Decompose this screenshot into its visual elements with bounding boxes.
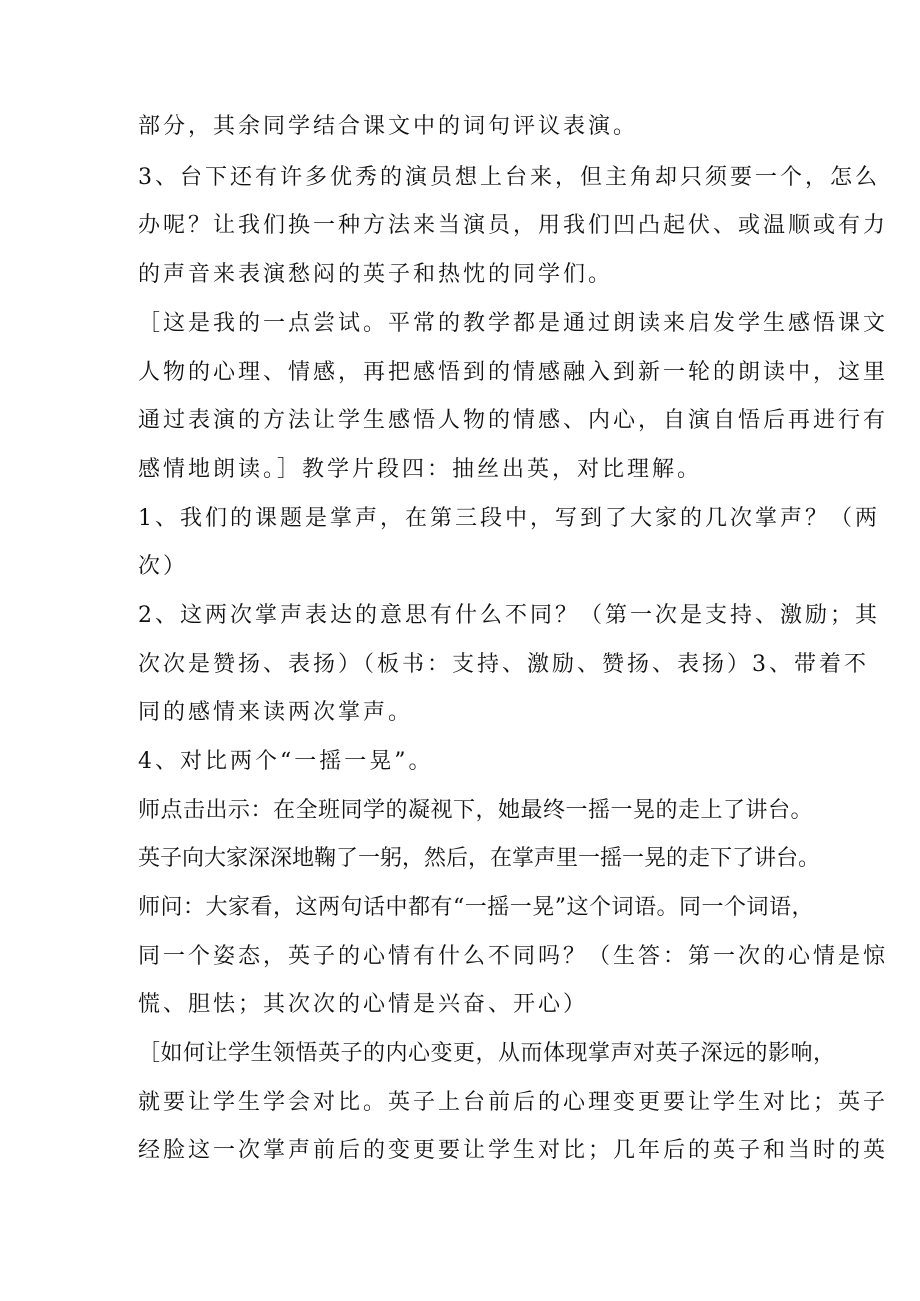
paragraph-line-8: 感情地朗读。］教学片段四：抽丝出英，对比理解。 [138, 457, 703, 482]
paragraph-line-15: 师点击出示：在全班同学的凝视下，她最终一摇一晃的走上了讲台。 [138, 798, 814, 823]
paragraph-line-1: 部分，其余同学结合课文中的词句评议表演。 [138, 114, 639, 139]
paragraph-line-18: 同一个姿态，英子的心情有什么不同吗？（生答：第一次的心情是惊 [138, 944, 889, 969]
paragraph-line-9: 1、我们的课题是掌声，在第三段中，写到了大家的几次掌声？（两 [138, 506, 880, 531]
paragraph-line-17: 师问：大家看，这两句话中都有“一摇一晃”这个词语。同一个词语， [138, 895, 814, 920]
paragraph-line-10: 次） [138, 554, 189, 579]
paragraph-line-6: 人物的心理、情感，再把感悟到的情感融入到新一轮的朗读中，这里 [138, 360, 889, 385]
paragraph-line-2: 3、台下还有许多优秀的演员想上台来，但主角却只须要一个，怎么 [138, 165, 880, 190]
paragraph-line-22: 经脸这一次掌声前后的变更要让学生对比；几年后的英子和当时的英 [138, 1138, 889, 1163]
paragraph-line-14: 4、对比两个“一摇一晃”。 [138, 749, 434, 774]
paragraph-line-7: 通过表演的方法让学生感悟人物的情感、内心，自演自悟后再进行有 [138, 408, 889, 433]
paragraph-line-11: 2、这两次掌声表达的意思有什么不同？（第一次是支持、激励；其 [138, 603, 880, 628]
paragraph-line-19: 慌、胆怯；其次次的心情是兴奋、开心） [138, 992, 589, 1017]
paragraph-line-13: 同的感情来读两次掌声。 [138, 700, 414, 725]
paragraph-line-3: 办呢？让我们换一种方法来当演员，用我们凹凸起伏、或温顺或有力 [138, 213, 889, 238]
paragraph-line-4: 的声音来表演愁闷的英子和热忱的同学们。 [138, 262, 614, 287]
paragraph-line-5: ［这是我的一点尝试。平常的教学都是通过朗读来启发学生感悟课文 [138, 311, 889, 336]
paragraph-line-16: 英子向大家深深地鞠了一躬，然后，在掌声里一摇一晃的走下了讲台。 [138, 846, 821, 871]
paragraph-line-12: 次次是赞扬、表扬）（板书：支持、激励、赞扬、表扬）3、带着不 [138, 652, 869, 677]
paragraph-line-20: ［如何让学生领悟英子的内心变更，从而体现掌声对英子深远的影响， [138, 1041, 836, 1066]
paragraph-line-21: 就要让学生学会对比。英子上台前后的心理变更要让学生对比；英子 [138, 1090, 889, 1115]
